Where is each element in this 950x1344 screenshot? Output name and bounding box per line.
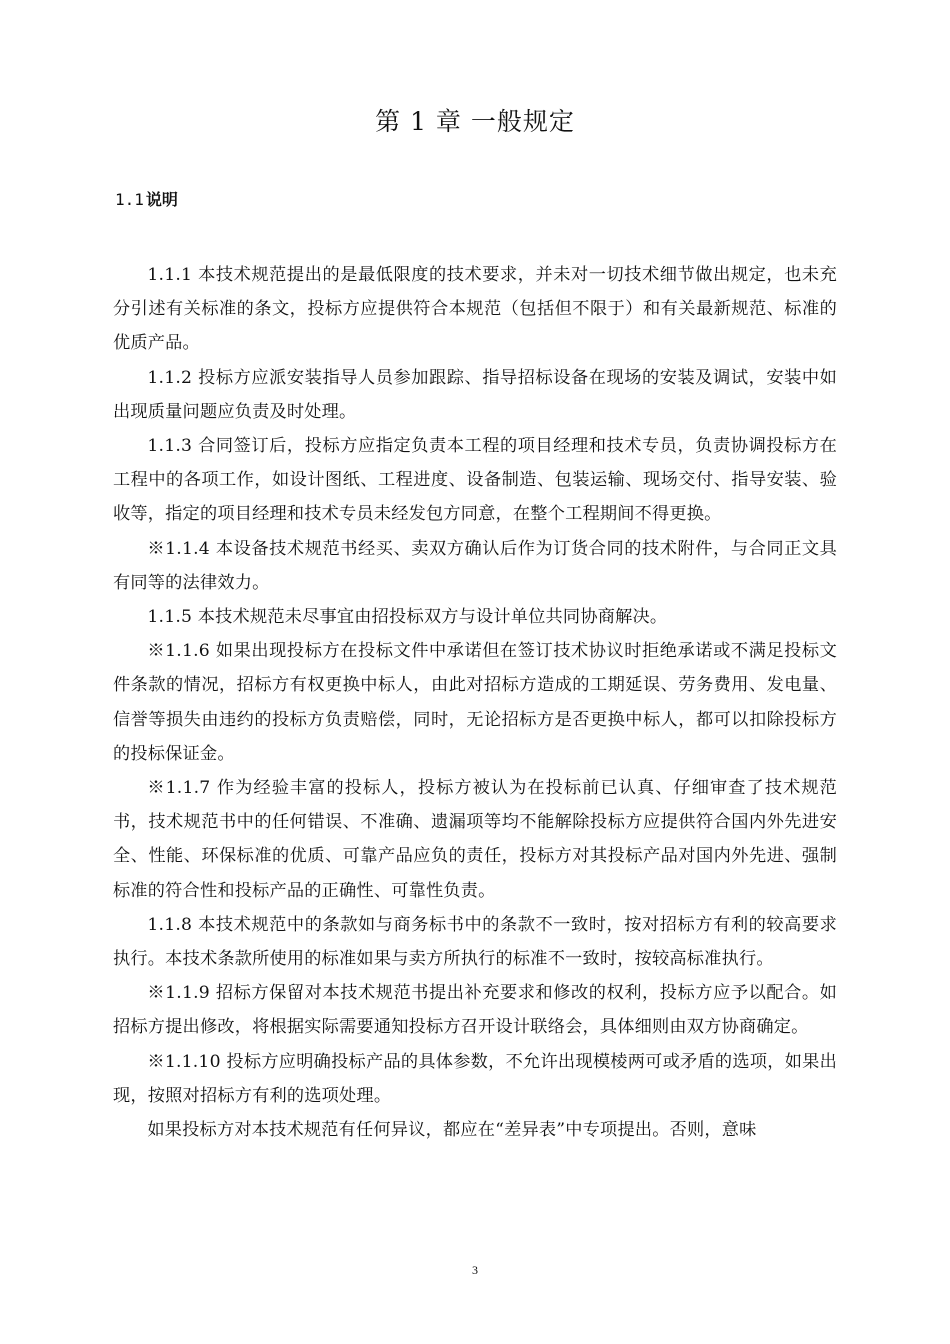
- paragraph-1-1-2: 1.1.2 投标方应派安装指导人员参加跟踪、指导招标设备在现场的安装及调试，安装中如出现质量问题应负责及时处理。: [113, 367, 837, 422]
- paragraph-1-1-5: 1.1.5 本技术规范未尽事宜由招投标双方与设计单位共同协商解决。: [147, 607, 668, 628]
- paragraph-1-1-6: ※1.1.6 如果出现投标方在投标文件中承诺但在签订技术协议时拒绝承诺或不满足投标文件条款的情况，招标方有权更换中标人，由此对招标方造成的工期延误、劳务费用、发电量、信誉等损失由违约的投标方负责赔偿，同时，无论招标方是否更换中标人，都可以扣除投标方的投标保证金。: [113, 641, 837, 764]
- paragraph-1-1-8: 1.1.8 本技术规范中的条款如与商务标书中的条款不一致时，按对招标方有利的较高要求执行。本技术条款所使用的标准如果与卖方所执行的标准不一致时，按较高标准执行。: [113, 914, 837, 970]
- section-heading: [115, 186, 178, 214]
- section-number: 1.1: [115, 190, 144, 209]
- paragraph-1-1-7: ※1.1.7 作为经验丰富的投标人，投标方被认为在投标前已认真、仔细审查了技术规范书，技术规范书中的任何错误、不准确、遗漏项等均不能解除投标方应提供符合国内外先进安全、性能、环保标准的优质、可靠产品应负的责任，投标方对其投标产品对国内外先进、强制标准的符合性和投标产品的正确性、可靠性负责。: [113, 778, 837, 901]
- paragraph-1-1-9: ※1.1.9 招标方保留对本技术规范书提出补充要求和修改的权利，投标方应予以配合。如招标方提出修改，将根据实际需要通知投标方召开设计联络会，具体细则由双方协商确定。: [113, 983, 837, 1038]
- page-number: 3: [472, 1263, 478, 1277]
- document-body: [113, 258, 837, 1147]
- section-label: 说明: [145, 190, 178, 209]
- paragraph-1-1-4: ※1.1.4 本设备技术规范书经买、卖双方确认后作为订货合同的技术附件，与合同正文具有同等的法律效力。: [113, 538, 837, 593]
- paragraph-1-1-3: 1.1.3 合同签订后，投标方应指定负责本工程的项目经理和技术专员，负责协调投标方在工程中的各项工作，如设计图纸、工程进度、设备制造、包装运输、现场交付、指导安装、验收等，指定的项目经理和技术专员未经发包方同意，在整个工程期间不得更换。: [113, 436, 837, 525]
- paragraph-deviation-note: 如果投标方对本技术规范有任何异议，都应在“差异表”中专项提出。否则，意味: [147, 1120, 757, 1141]
- paragraph-1-1-10: ※1.1.10 投标方应明确投标产品的具体参数，不允许出现模棱两可或矛盾的选项，如果出现，按照对招标方有利的选项处理。: [113, 1051, 837, 1106]
- paragraph-1-1-1: 1.1.1 本技术规范提出的是最低限度的技术要求，并未对一切技术细节做出规定，也未充分引述有关标准的条文，投标方应提供符合本规范（包括但不限于）和有关最新规范、标准的优质产品。: [113, 265, 837, 354]
- chapter-title: 第 1 章 一般规定: [375, 107, 575, 136]
